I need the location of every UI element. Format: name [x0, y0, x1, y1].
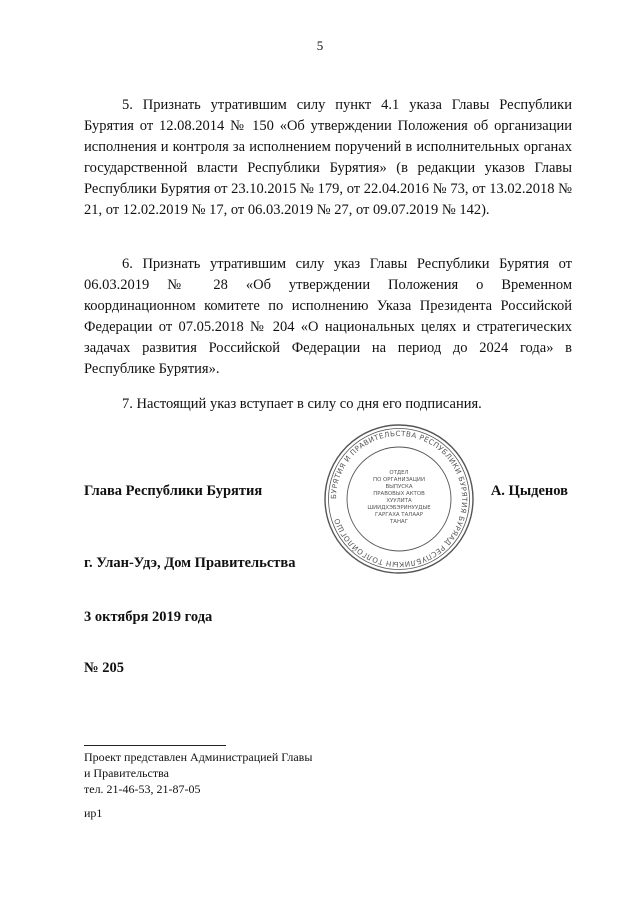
official-seal-stamp: [322, 422, 476, 576]
decree-number: № 205: [84, 660, 124, 676]
signatory-title: Глава Республики Бурятия: [84, 483, 263, 499]
signing-place: г. Улан-Удэ, Дом Правительства: [84, 555, 296, 571]
footnote-line: Проект представлен Администрацией Главы: [84, 750, 313, 764]
footnote: [84, 749, 312, 797]
signing-date: 3 октября 2019 года: [84, 609, 213, 625]
seal-line: ПРАВОВЫХ АКТОВ: [373, 491, 425, 497]
paragraph-7: 7. Настоящий указ вступает в силу со дня его подписания.: [122, 396, 482, 412]
footnote-line: тел. 21-46-53, 21-87-05: [84, 782, 201, 796]
seal-line: ХУУЛИТА: [386, 498, 412, 504]
seal-line: ВЫПУСКА: [385, 484, 413, 490]
seal-line: ПО ОРГАНИЗАЦИИ: [373, 477, 425, 483]
paragraph-5: 5. Признать утратившим силу пункт 4.1 указа Главы Республики Бурятия от 12.08.2014 № 150 «Об утверждении Положения об организации исполнения и контроля за исполнением поручений в исполнительных органах государственной власти Республики Бурятия» (в редакции указов Главы Республики Бурятия от 23.10.2015 № 179, от 22.04.2016 № 73, от 13.02.2018 № 21, от 12.02.2019 № 17, от 06.03.2019 № 27, от 09.07.2019 № 142).: [84, 97, 572, 218]
signatory-name: А. Цыденов: [490, 483, 568, 499]
paragraph-6: 6. Признать утратившим силу указ Главы Республики Бурятия от 06.03.2019 № 28 «Об утверждении Положения о Временном координационном комитете по исполнению Указа Президента Российской Федерации от 07.05.2018 № 204 «О национальных целях и стратегических задачах развития Российской Федерации на период до 2024 года» в Республике Бурятия».: [84, 256, 572, 377]
footnote-line: и Правительства: [84, 766, 169, 780]
seal-line: ГАРГАХА ТАЛААР: [375, 512, 423, 518]
footnote-divider: [84, 745, 226, 746]
page-number: 5: [316, 38, 324, 53]
seal-line: ШИИДХЭБЭРИНУУДЫЕ: [367, 505, 431, 511]
seal-line: ТАНАГ: [389, 519, 409, 525]
seal-line: ОТДЕЛ: [389, 470, 409, 476]
executor-initials: ир1: [84, 806, 103, 820]
seal-outer-text: БУРЯТИЯ И ПРАВИТЕЛЬСТВА РЕСПУБЛИКИ БУРЯТИЯ БУРЯАД РЕСПУБЛИКЫН ТОЛГОЙЛОГШО: [328, 428, 470, 570]
